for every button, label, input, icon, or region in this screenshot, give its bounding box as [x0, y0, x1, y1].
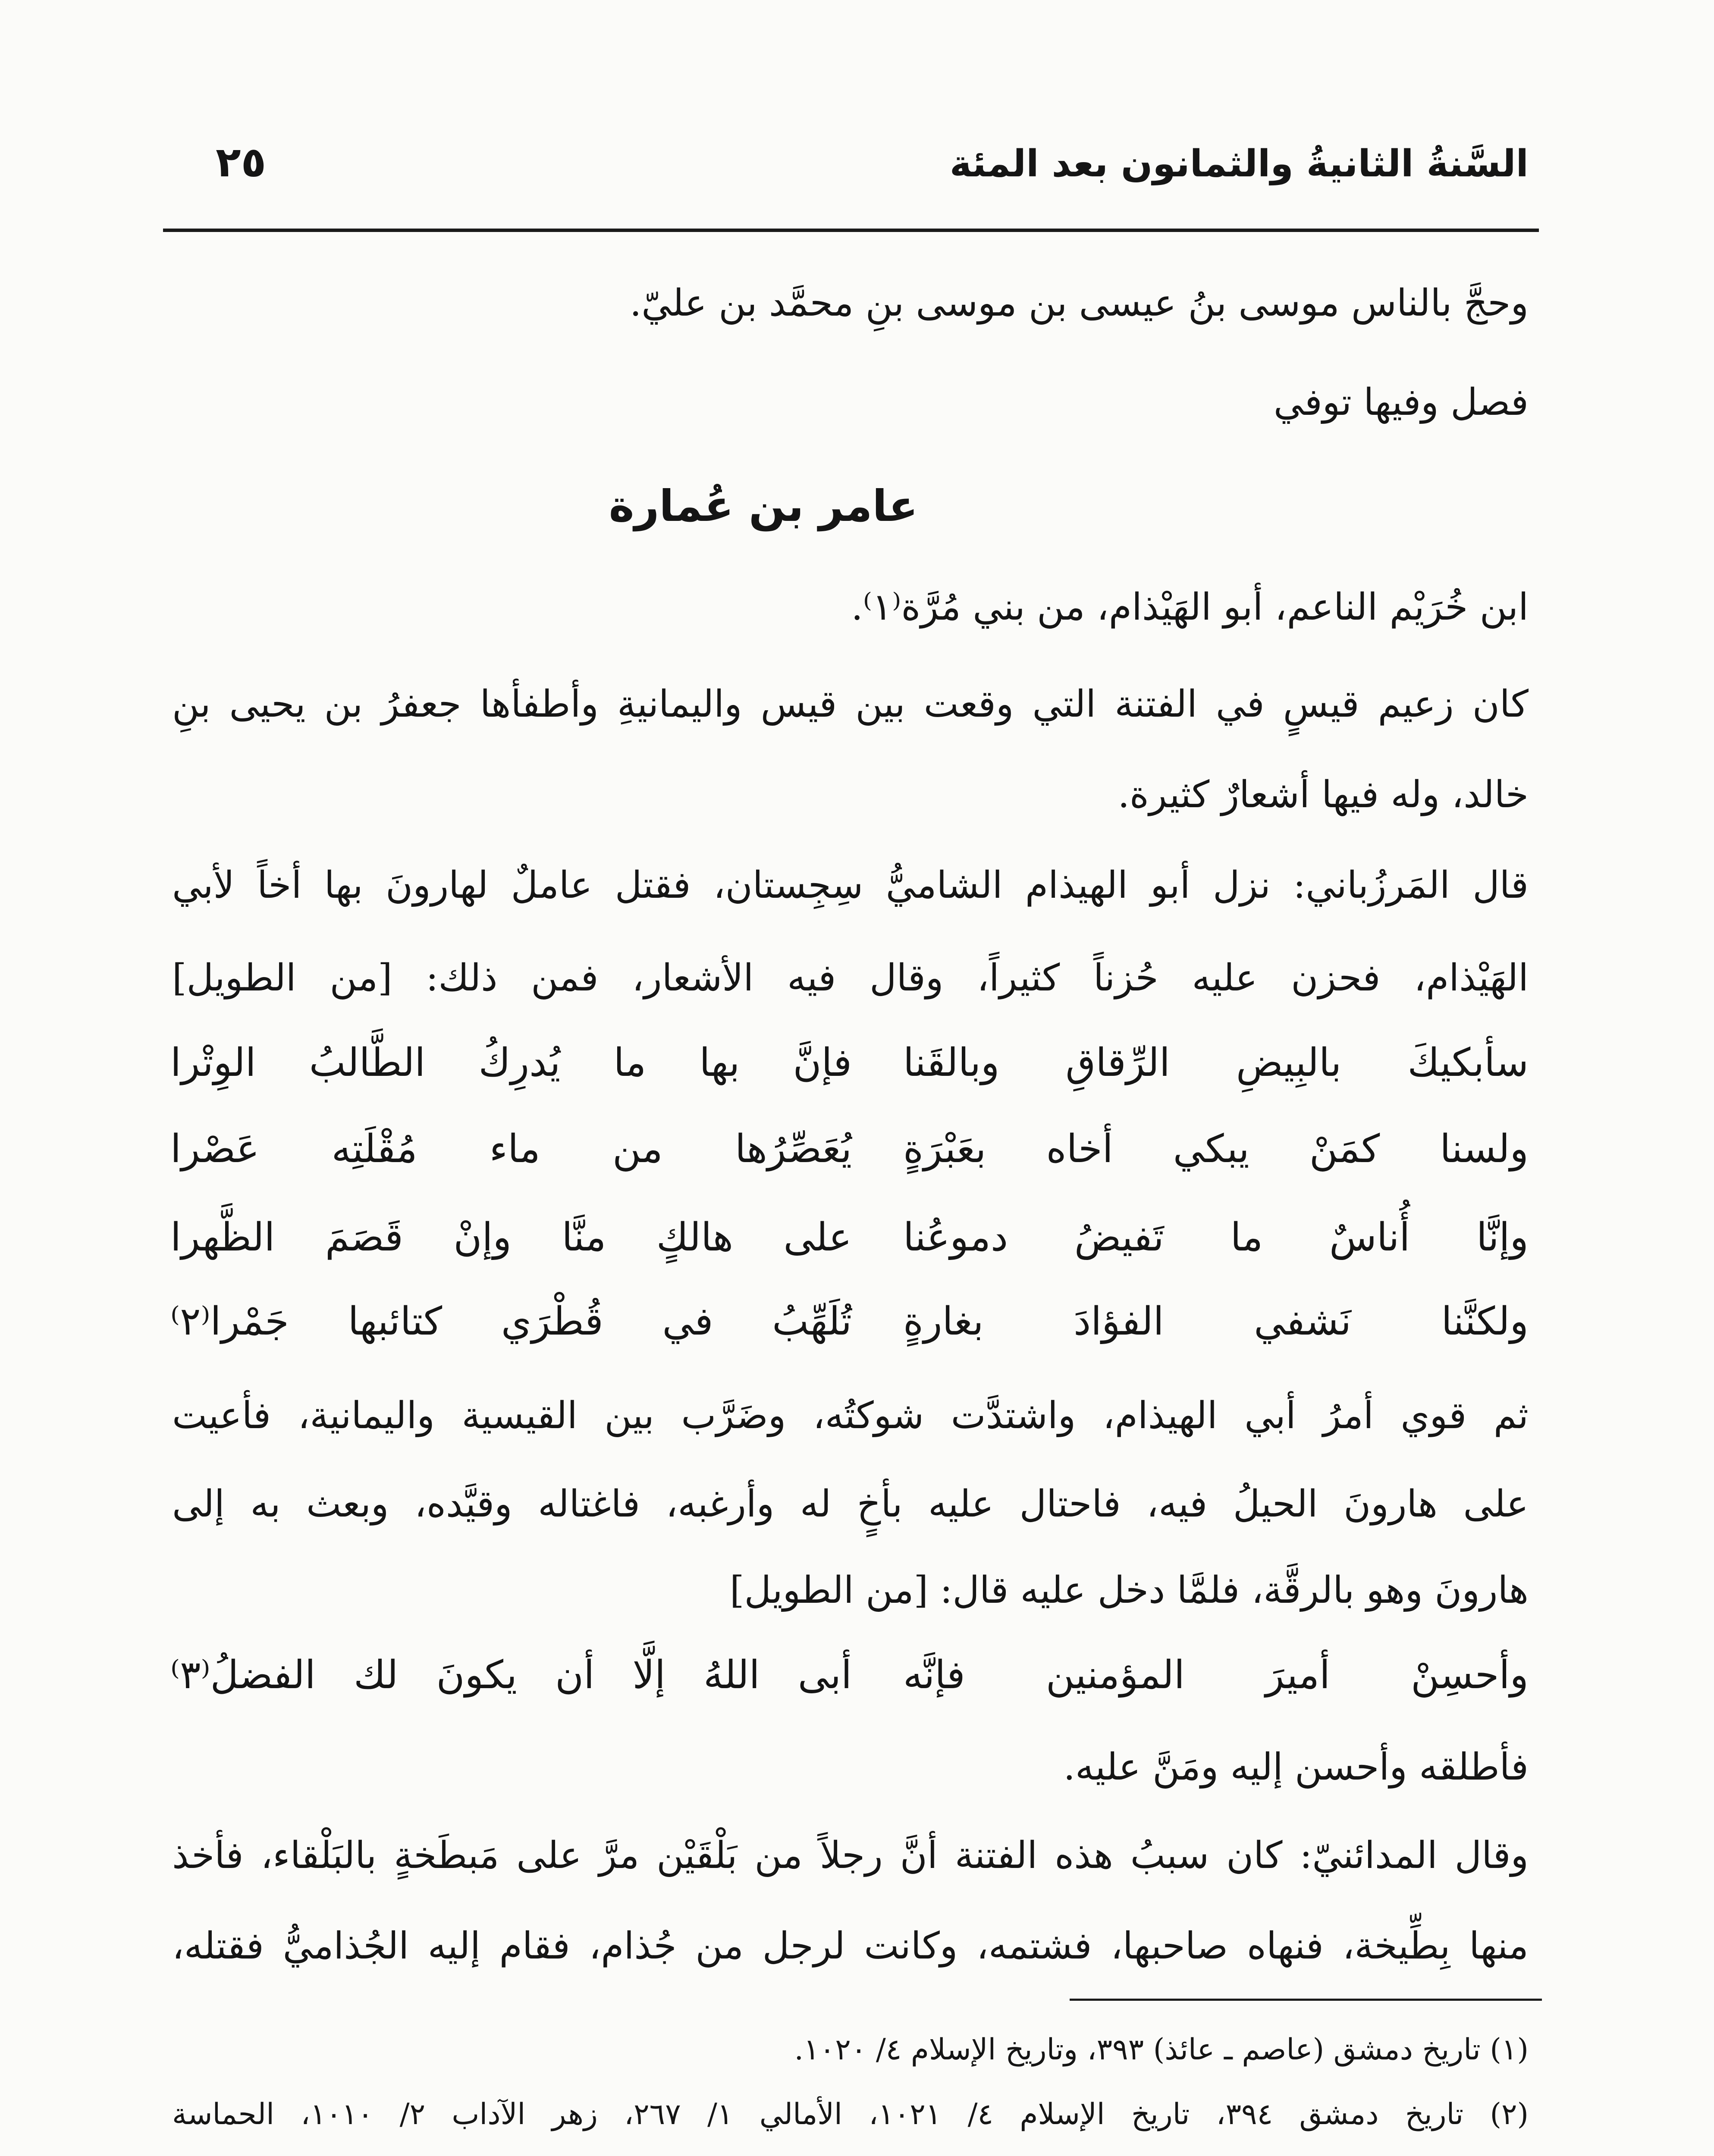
body-line: هارونَ وهو بالرقَّة، فلمَّا دخل عليه قال: [من الطويل] — [729, 1569, 1529, 1612]
verse-first-hemistich: وإنَّا أُناسٌ ما تَفيضُ دموعُنا — [903, 1215, 1529, 1260]
body-line: فأطلقه وأحسن إليه ومَنَّ عليه. — [1063, 1745, 1529, 1789]
footnote-rule — [1070, 1999, 1542, 2001]
running-title: السَّنةُ الثانيةُ والثمانون بعد المئة — [949, 142, 1529, 185]
footnote-1: (١) تاريخ دمشق (عاصم ـ عائذ) ٣٩٣، وتاريخ الإسلام ٤/ ١٠٢٠. — [794, 2033, 1529, 2067]
body-line: منها بِطِّيخة، فنهاه صاحبها، فشتمه، وكانت لرجل من جُذام، فقام إليه الجُذاميُّ فقتله، — [172, 1924, 1529, 1968]
body-line: خالد، وله فيها أشعارٌ كثيرة. — [1118, 773, 1529, 816]
verse-second-hemistich: يُعَصِّرُها من ماء مُقْلَتِه عَصْرا — [170, 1126, 852, 1172]
body-line: قال المَرزُباني: نزل أبو الهيذام الشاميُّ سِجِستان، فقتل عاملٌ لهارونَ بها أخاً لأبي — [172, 864, 1529, 907]
body-line: فصل وفيها توفي — [1273, 381, 1529, 424]
verse-second-hemistich: تُلَهِّبُ في قُطْرَي كتائبها جَمْرا⁽٢⁾ — [170, 1299, 852, 1344]
body-line: ثم قوي أمرُ أبي الهيذام، واشتدَّت شوكتُه، وضَرَّب بين القيسية واليمانية، فأعيت — [172, 1394, 1529, 1437]
footnote-2-line: (٢) تاريخ دمشق ٣٩٤، تاريخ الإسلام ٤/ ١٠٢١، الأمالي ١/ ٢٦٧، زهر الآداب ٢/ ١٠١٠، الحماسة — [172, 2097, 1529, 2131]
page-number: ٢٥ — [216, 138, 267, 186]
body-line: على هارونَ الحيلُ فيه، فاحتال عليه بأخٍ له وأرغبه، فاغتاله وقيَّده، وبعث به إلى — [172, 1482, 1529, 1526]
verse-first-hemistich: ولكنَّنا نَشفي الفؤادَ بغارةٍ — [903, 1299, 1529, 1344]
verse-first-hemistich: سأبكيكَ بالبِيضِ الرِّقاقِ وبالقَنا — [903, 1040, 1529, 1085]
header-rule — [163, 229, 1539, 232]
verse-second-hemistich: أبى اللهُ إلَّا أن يكونَ لك الفضلُ⁽٣⁾ — [170, 1652, 852, 1698]
verse-first-hemistich: ولسنا كمَنْ يبكي أخاه بعَبْرَةٍ — [903, 1126, 1529, 1172]
body-line: كان زعيم قيسٍ في الفتنة التي وقعت بين قيس واليمانيةِ وأطفأها جعفرُ بن يحيى بنِ — [172, 683, 1529, 726]
body-line: الهَيْذام، فحزن عليه حُزناً كثيراً، وقال فيه الأشعار، فمن ذلك: [من الطويل] — [172, 956, 1529, 1000]
body-line: ابن خُرَيْم الناعم، أبو الهَيْذام، من بني مُرَّة⁽١⁾. — [851, 586, 1529, 629]
section-heading: عامر بن عُمارة — [609, 481, 918, 531]
verse-second-hemistich: فإنَّ بها ما يُدرِكُ الطَّالبُ الوِتْرا — [170, 1040, 852, 1085]
verse-second-hemistich: على هالكٍ منَّا وإنْ قَصَمَ الظَّهرا — [170, 1215, 852, 1260]
verse-first-hemistich: وأحسِنْ أميرَ المؤمنين فإنَّه — [903, 1652, 1529, 1698]
body-line: وقال المدائنيّ: كان سببُ هذه الفتنة أنَّ رجلاً من بَلْقَيْن مرَّ على مَبطَخةٍ بالبَلْقاء، فأخذ — [172, 1834, 1529, 1877]
body-line: وحجَّ بالناس موسى بنُ عيسى بن موسى بنِ محمَّد بن عليّ. — [629, 282, 1529, 325]
